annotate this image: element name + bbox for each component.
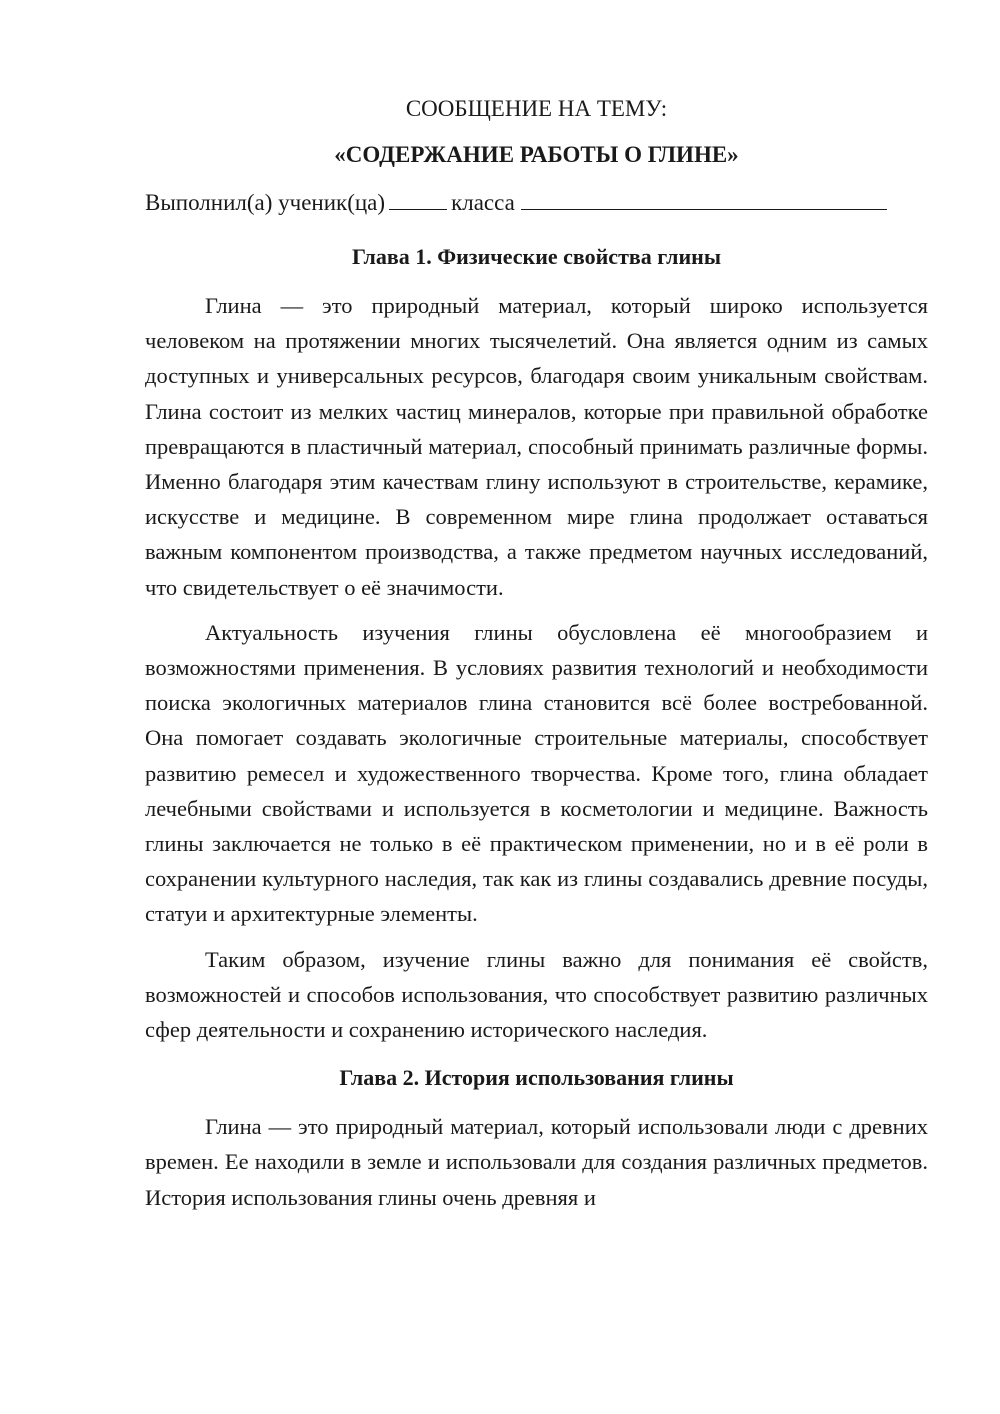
chapter-1-paragraph-2: Актуальность изучения глины обусловлена её многообразием и возможностями применения. В условиях развития технологий и необходимости поиска экологичных материалов глина становится всё более востребованной. Она помогает создавать экологичные строительные материалы, способствует развитию ремесел и художественного творчества. Кроме того, глина обладает лечебными свойствами и используется в косметологии и медицине. Важность глины заключается не только в её практическом применении, но и в её роли в сохранении культурного наследия, так как из глины создавались древние посуды, статуи и архитектурные элементы. bbox=[145, 619, 928, 927]
chapter-2-paragraph-1: Глина — это природный материал, который использовали люди с древних времен. Ее находили в земле и использовали для создания различных предметов. История использования глины очень древняя и bbox=[145, 1114, 928, 1210]
author-line bbox=[145, 186, 928, 220]
chapter-1-paragraph-3: Таким образом, изучение глины важно для понимания её свойств, возможностей и способов использования, что способствует развитию различных сфер деятельности и сохранению исторического наследия. bbox=[145, 946, 928, 1043]
chapter-2-title: Глава 2. История использования глины bbox=[339, 1065, 734, 1091]
class-number-blank bbox=[389, 189, 447, 210]
document-page bbox=[145, 92, 928, 1225]
report-title: «СОДЕРЖАНИЕ РАБОТЫ О ГЛИНЕ» bbox=[334, 142, 739, 167]
chapter-1-paragraph-1: Глина — это природный материал, который широко используется человеком на протяжении многих тысячелетий. Она является одним из самых доступных и универсальных ресурсов, благодаря своим уникальным свойствам. Глина состоит из мелких частиц минералов, которые при правильной обработке превращаются в пластичный материал, способный принимать различные формы. Именно благодаря этим качествам глину используют в строительстве, керамике, искусстве и медицине. В современном мире глина продолжает оставаться важным компонентом производства, а также предметом научных исследований, что свидетельствует о её значимости. bbox=[145, 293, 928, 600]
chapter-1-title: Глава 1. Физические свойства глины bbox=[351, 244, 721, 269]
author-prefix: Выполнил(а) ученик(ца) bbox=[145, 190, 386, 215]
report-heading: СООБЩЕНИЕ НА ТЕМУ: bbox=[405, 96, 668, 121]
class-label: класса bbox=[451, 190, 515, 215]
student-name-blank bbox=[521, 189, 887, 210]
